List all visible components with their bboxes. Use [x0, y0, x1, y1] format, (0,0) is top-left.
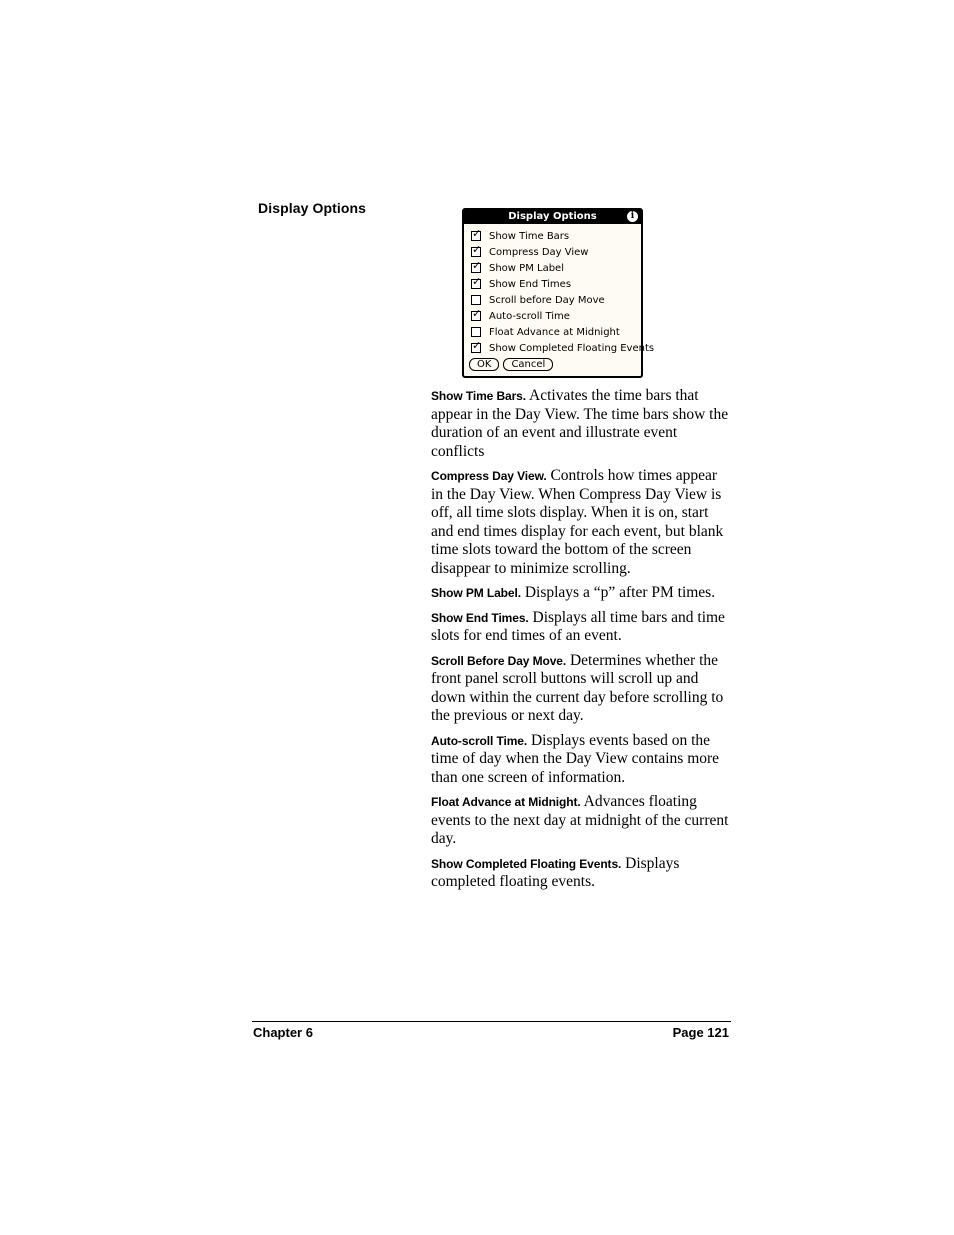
options-list — [464, 228, 655, 356]
option-show-completed-floating-events[interactable] — [471, 340, 655, 356]
option-label: Show Completed Floating Events — [489, 342, 655, 354]
definition-term: Show PM Label. — [431, 586, 521, 600]
definition-item — [431, 652, 731, 726]
definition-term: Compress Day View. — [431, 469, 547, 483]
definition-item — [431, 584, 731, 603]
definition-term: Show Time Bars. — [431, 389, 526, 403]
option-label: Show Time Bars — [489, 230, 570, 242]
checkbox-checked-icon[interactable] — [471, 247, 481, 257]
ok-button[interactable]: OK — [469, 358, 499, 371]
cancel-button[interactable]: Cancel — [503, 358, 553, 371]
option-float-advance-at-midnight[interactable] — [471, 324, 641, 340]
section-heading: Display Options — [258, 200, 367, 216]
option-scroll-before-day-move[interactable] — [471, 292, 641, 308]
dialog-title: Display Options — [508, 211, 597, 222]
option-show-pm-label[interactable] — [471, 260, 641, 276]
option-show-end-times[interactable] — [471, 276, 641, 292]
option-label: Scroll before Day Move — [489, 294, 605, 306]
option-label: Show PM Label — [489, 262, 564, 274]
definition-text: Activates the time bars that appear in the Day View. The time bars show the duration of an event and illustrate event conflicts — [431, 387, 729, 460]
option-label: Float Advance at Midnight — [489, 326, 620, 338]
definition-term: Float Advance at Midnight. — [431, 795, 581, 809]
checkbox-checked-icon[interactable] — [471, 263, 481, 273]
checkbox-checked-icon[interactable] — [471, 231, 481, 241]
definition-term: Scroll Before Day Move. — [431, 653, 567, 668]
definition-text: Advances floating events to the next day at midnight of the current day. — [431, 793, 729, 847]
checkbox-unchecked-icon[interactable] — [471, 327, 481, 337]
option-compress-day-view[interactable] — [471, 244, 641, 260]
definition-item — [431, 732, 731, 788]
definition-term: Show Completed Floating Events. — [431, 856, 622, 871]
definition-term: Auto-scroll Time. — [431, 733, 528, 748]
footer-page-number: Page 121 — [672, 1025, 729, 1040]
option-label: Show End Times — [489, 278, 572, 290]
definition-text: Displays all time bars and time slots for end times of an event. — [431, 608, 725, 644]
definition-text: Controls how times appear in the Day View. When Compress Day View is off, all time slots display. When it is on, start and end times display for each event, but blank time slots toward the bottom of the screen disappear to minimize scrolling. — [431, 467, 724, 577]
definition-item — [431, 387, 731, 461]
definitions-list — [431, 387, 731, 898]
option-label: Auto-scroll Time — [489, 310, 570, 322]
option-label: Compress Day View — [489, 246, 589, 258]
definition-item — [431, 793, 731, 849]
definition-item — [431, 609, 731, 646]
checkbox-checked-icon[interactable] — [471, 343, 481, 353]
definition-item — [431, 467, 731, 578]
checkbox-checked-icon[interactable] — [471, 311, 481, 321]
definition-item — [431, 855, 731, 892]
checkbox-unchecked-icon[interactable] — [471, 295, 481, 305]
option-show-time-bars[interactable] — [471, 228, 641, 244]
option-auto-scroll-time[interactable] — [471, 308, 641, 324]
footer-chapter: Chapter 6 — [253, 1025, 313, 1040]
checkbox-checked-icon[interactable] — [471, 279, 481, 289]
dialog-buttons — [469, 358, 553, 371]
definition-text: Displays events based on the time of day when the Day View contains more than one screen of information. — [431, 731, 720, 786]
definition-text: Displays a “p” after PM times. — [524, 584, 716, 601]
definition-term: Show End Times. — [431, 610, 529, 625]
display-options-dialog — [462, 208, 655, 378]
definition-text: Determines whether the front panel scroll buttons will scroll up and down within the current day before scrolling to the previous or next day. — [431, 651, 724, 724]
definition-text: Displays completed floating events. — [431, 854, 680, 890]
footer-rule — [252, 1021, 731, 1022]
info-icon[interactable]: i — [627, 211, 638, 222]
dialog-titlebar — [464, 210, 641, 224]
